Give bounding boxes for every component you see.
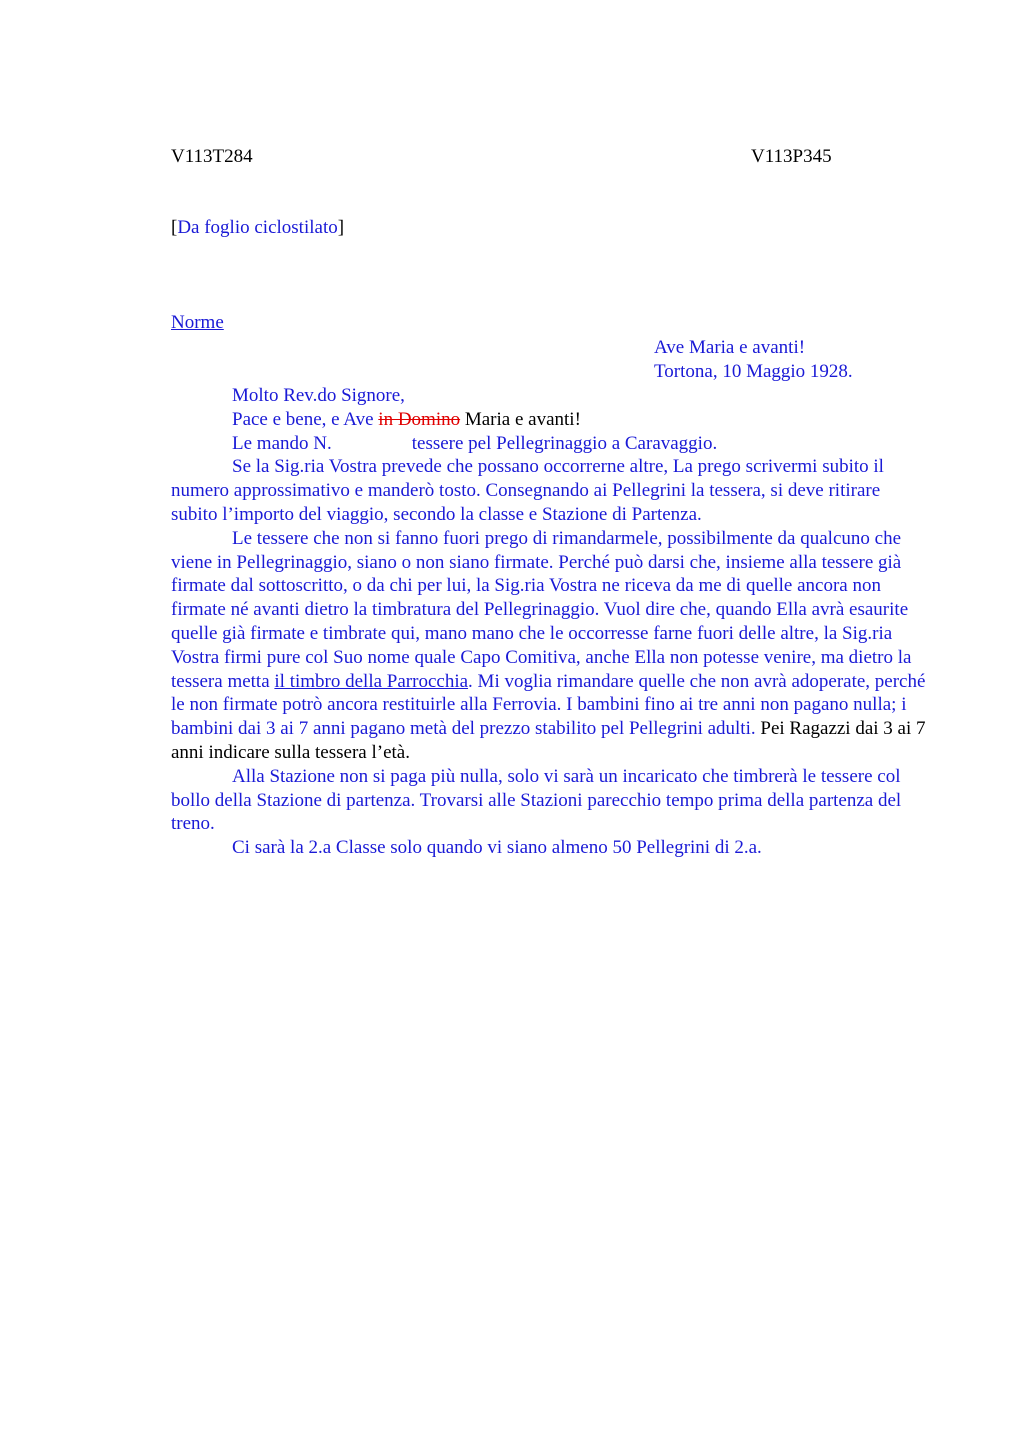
greeting-start: Pace e bene, e Ave (232, 408, 374, 430)
source-note-text: Da foglio ciclostilato (177, 217, 338, 238)
sending-line (171, 432, 931, 456)
section-title: Norme (171, 312, 224, 333)
paragraph-1: Se la Sig.ria Vostra prevede che possano occorrerne altre, La prego scrivermi subito il numero approssimativo e manderò tosto. Consegnando ai Pellegrini la tessera, si deve ritirare subito l’importo del viaggio, secondo la classe e Stazione di Partenza. (171, 456, 884, 525)
greeting-struck-text: in Domino (378, 408, 461, 430)
paragraph-2-black-note: Pei Ragazzi dai 3 ai 7 anni indicare sulla tessera l’età. (171, 718, 926, 763)
paragraph-3: Alla Stazione non si paga più nulla, solo vi sarà un incaricato che timbrerà le tessere col bollo della Stazione di partenza. Trovarsi alle Stazioni parecchio tempo prima della partenza del treno. (171, 765, 902, 835)
closing-place-date: Tortona, 10 Maggio 1928. (654, 361, 853, 382)
greeting-line (171, 408, 931, 432)
header-left-code: V113T284 (171, 146, 253, 167)
letter-body (171, 384, 931, 860)
source-note-open-bracket: [ (171, 217, 178, 238)
salutation: Molto Rev.do Signore, (232, 385, 405, 406)
sending-start: Le mando N. (232, 432, 332, 454)
closing-block (654, 336, 853, 384)
paragraph-4: Ci sarà la 2.a Classe solo quando vi siano almeno 50 Pellegrini di 2.a. (232, 837, 762, 859)
paragraph-2-part-b: . Mi voglia rimandare quelle che non avrà adoperate, perché le non firmate potrò ancora restituirle alla Ferrovia. I bambini fino ai tre anni non pagano nulla; i bambini dai 3 ai 7 anni pagano metà del prezzo stabilito pel Pellegrini adulti. (171, 670, 926, 740)
source-note-close-bracket: ] (337, 217, 345, 238)
greeting-end: Maria e avanti! (464, 408, 581, 430)
source-note (171, 217, 344, 239)
sending-end: tessere pel Pellegrinaggio a Caravaggio. (411, 432, 718, 454)
paragraph-2-part-a: Le tessere che non si fanno fuori prego di rimandarmele, possibilmente da qualcuno che viene in Pellegrinaggio, siano o non siano firmate. Perché può darsi che, insieme alla tessere già firmate dal sottoscritto, o da chi per lui, la Sig.ria Vostra ne riceva da me di quelle ancora non firmate né avanti dietro la timbratura del Pellegrinaggio. Vuol dire che, quando Ella avrà esaurite quelle già firmate e timbrate qui, mano mano che le occorresse farne fuori delle altre, la Sig.ria Vostra firmi pure col Suo nome quale Capo Comitiva, anche Ella non potesse venire, ma dietro la tessera metta (171, 527, 912, 692)
closing-motto: Ave Maria e avanti! (654, 337, 806, 358)
paragraph-2 (171, 527, 931, 765)
header-right-code: V113P345 (751, 146, 832, 167)
parish-stamp-underlined: il timbro della Parrocchia (274, 670, 469, 692)
